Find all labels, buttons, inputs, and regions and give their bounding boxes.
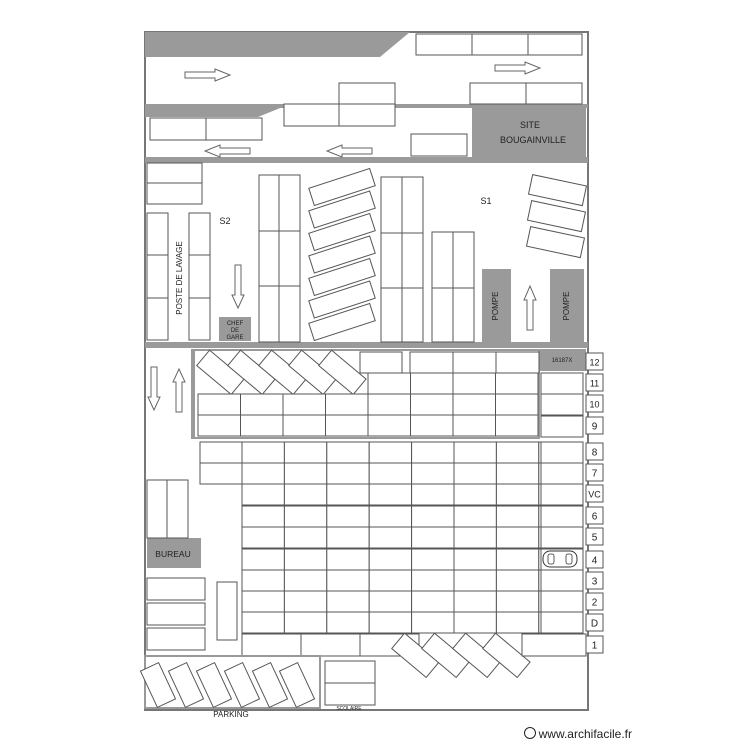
parking-cell xyxy=(454,506,496,527)
parking-cell xyxy=(454,442,496,463)
row-number-label: 5 xyxy=(591,532,598,544)
divider-wall-2 xyxy=(145,342,588,348)
parking-cell xyxy=(411,373,454,394)
top-angled-cells xyxy=(197,350,366,394)
globe-icon xyxy=(524,727,536,739)
parking-cell xyxy=(284,570,326,591)
parking-cell xyxy=(369,463,411,484)
row-number-label: 6 xyxy=(591,511,598,523)
lane-divider xyxy=(191,349,195,439)
parking-cell xyxy=(284,591,326,612)
parking-cell xyxy=(360,352,402,373)
arrow-left-icon xyxy=(327,145,372,157)
chef-label-2: DE xyxy=(230,328,240,334)
parking-cell xyxy=(412,506,454,527)
s2-label: S2 xyxy=(219,216,231,226)
parking-cell xyxy=(410,352,453,373)
parking-cell xyxy=(284,549,326,570)
parking-cell xyxy=(541,463,583,484)
parking-cell xyxy=(496,394,539,415)
row-number-label: 11 xyxy=(589,378,600,389)
scolaire-cell-2 xyxy=(325,683,375,705)
parking-cell xyxy=(541,506,583,527)
row-number-label: 10 xyxy=(589,399,600,410)
watermark-text: www.archifacile.fr xyxy=(538,727,632,741)
row-number-label: 1 xyxy=(591,640,598,652)
parking-cell xyxy=(496,612,538,633)
parking-cell xyxy=(369,570,411,591)
parking-cell xyxy=(496,549,538,570)
parking-cell xyxy=(454,591,496,612)
arrow-right-icon xyxy=(185,69,230,81)
site-name-label: BOUGAINVILLE xyxy=(499,135,567,145)
parking-cell xyxy=(411,394,454,415)
arrow-down-icon xyxy=(148,367,160,410)
parking-cell xyxy=(284,463,326,484)
parking-cell xyxy=(369,506,411,527)
parking-cell xyxy=(412,527,454,548)
parking-cell xyxy=(412,570,454,591)
parking-cell xyxy=(454,570,496,591)
parking-cell xyxy=(242,506,284,527)
parking-cell xyxy=(242,570,284,591)
parking-cell xyxy=(301,634,360,656)
parking-cell xyxy=(242,634,301,656)
arrow-up-icon xyxy=(173,369,185,412)
parking-cell xyxy=(541,373,583,394)
parking-cell xyxy=(284,612,326,633)
parking-cell xyxy=(326,394,369,415)
chef-label-1: CHEF xyxy=(226,321,244,327)
pump-right-label: POMPE xyxy=(562,291,571,321)
row-number-label: 8 xyxy=(591,447,598,459)
row-number-label: 7 xyxy=(591,468,598,480)
parking-cell xyxy=(327,527,369,548)
row-number-label: 3 xyxy=(591,576,598,588)
parking-cell xyxy=(200,463,242,484)
parking-cell xyxy=(326,415,369,436)
parking-cell xyxy=(541,394,583,415)
parking-cell xyxy=(283,394,326,415)
bottom-angled-cells xyxy=(392,633,530,677)
parking-cell xyxy=(242,591,284,612)
parking-label: PARKING xyxy=(213,710,249,719)
parking-cell xyxy=(284,484,326,505)
lavage-label: POSTE DE LAVAGE xyxy=(175,241,184,315)
parking-cell xyxy=(369,442,411,463)
parking-cell xyxy=(412,463,454,484)
parking-cell xyxy=(454,527,496,548)
parking-cell xyxy=(453,394,496,415)
parking-cell xyxy=(283,415,326,436)
parking-angled-cells xyxy=(140,663,314,708)
site-label: SITE xyxy=(519,120,541,130)
row-number-label: VC xyxy=(588,489,601,500)
parking-cell xyxy=(368,415,411,436)
parking-cell xyxy=(412,484,454,505)
parking-cell xyxy=(200,442,242,463)
parking-cell xyxy=(242,612,284,633)
s1-label: S1 xyxy=(480,196,492,206)
scolaire-label: SCOLAIRE xyxy=(336,706,362,712)
parking-cell xyxy=(454,463,496,484)
parking-cell xyxy=(496,484,538,505)
parking-cell xyxy=(453,352,496,373)
top-wall xyxy=(145,32,410,57)
scolaire-cell-1 xyxy=(325,661,375,683)
parking-cell xyxy=(411,415,454,436)
parking-cell xyxy=(327,484,369,505)
parking-cell xyxy=(369,549,411,570)
parking-cell xyxy=(454,549,496,570)
parking-cell xyxy=(454,612,496,633)
parking-cell xyxy=(242,549,284,570)
parking-cell xyxy=(241,415,284,436)
parking-cell xyxy=(198,415,241,436)
s1-parking-cells xyxy=(381,177,474,342)
parking-cell xyxy=(284,442,326,463)
parking-cell xyxy=(284,506,326,527)
watermark xyxy=(524,727,632,741)
parking-cell xyxy=(241,394,284,415)
parking-cell xyxy=(496,506,538,527)
grid-cells xyxy=(198,352,583,656)
code-label: 16187X xyxy=(551,358,573,364)
parking-cell xyxy=(412,549,454,570)
parking-cell xyxy=(369,612,411,633)
bottom-right-cell xyxy=(522,634,586,656)
parking-cell xyxy=(496,591,538,612)
parking-cell xyxy=(284,527,326,548)
row-number-label: D xyxy=(590,618,599,630)
arrow-right-icon xyxy=(495,62,540,74)
row-number-label: 4 xyxy=(591,555,598,567)
parking-cell xyxy=(541,442,583,463)
parking-cell xyxy=(541,527,583,548)
parking-cell xyxy=(327,570,369,591)
parking-cell xyxy=(454,484,496,505)
s2-parking-cells xyxy=(259,175,300,342)
parking-cell xyxy=(453,373,496,394)
parking-cell xyxy=(541,612,583,633)
s1-angled-cells xyxy=(527,175,587,258)
parking-cell xyxy=(327,442,369,463)
row-number-label: 12 xyxy=(589,357,600,368)
chef-label-3: GARE xyxy=(226,335,244,341)
site-block xyxy=(472,106,586,162)
parking-cell xyxy=(496,570,538,591)
pump-left-label: POMPE xyxy=(491,291,500,321)
parking-cell xyxy=(541,591,583,612)
parking-cell xyxy=(496,442,538,463)
parking-cell xyxy=(541,416,583,437)
arrow-up-icon xyxy=(524,286,536,330)
parking-cell xyxy=(198,394,241,415)
parking-cell xyxy=(369,484,411,505)
parking-cell xyxy=(412,591,454,612)
parking-cell xyxy=(496,415,539,436)
parking-cell xyxy=(453,415,496,436)
parking-cell xyxy=(368,373,411,394)
arrow-left-icon xyxy=(205,145,250,157)
parking-cell xyxy=(327,549,369,570)
parking-cell xyxy=(369,527,411,548)
parking-cell xyxy=(541,484,583,505)
parking-cell xyxy=(242,527,284,548)
parking-cell xyxy=(242,463,284,484)
parking-cell xyxy=(496,463,538,484)
bureau-label: BUREAU xyxy=(155,549,191,559)
parking-cell xyxy=(327,463,369,484)
parking-cell xyxy=(242,442,284,463)
row-number-label: 2 xyxy=(591,597,598,609)
arrow-down-icon xyxy=(232,265,244,308)
parking-cell xyxy=(242,484,284,505)
parking-cell xyxy=(496,373,539,394)
parking-cell xyxy=(496,352,539,373)
parking-cell xyxy=(496,527,538,548)
parking-cell xyxy=(327,591,369,612)
parking-cell xyxy=(369,591,411,612)
row-number-label: 9 xyxy=(591,421,598,433)
parking-cell xyxy=(412,442,454,463)
s2-angled-cells xyxy=(309,169,375,341)
parking-cell xyxy=(327,612,369,633)
car-icon xyxy=(543,551,577,567)
parking-cell xyxy=(412,612,454,633)
parking-cell xyxy=(541,570,583,591)
parking-cell xyxy=(368,394,411,415)
parking-cell xyxy=(327,506,369,527)
